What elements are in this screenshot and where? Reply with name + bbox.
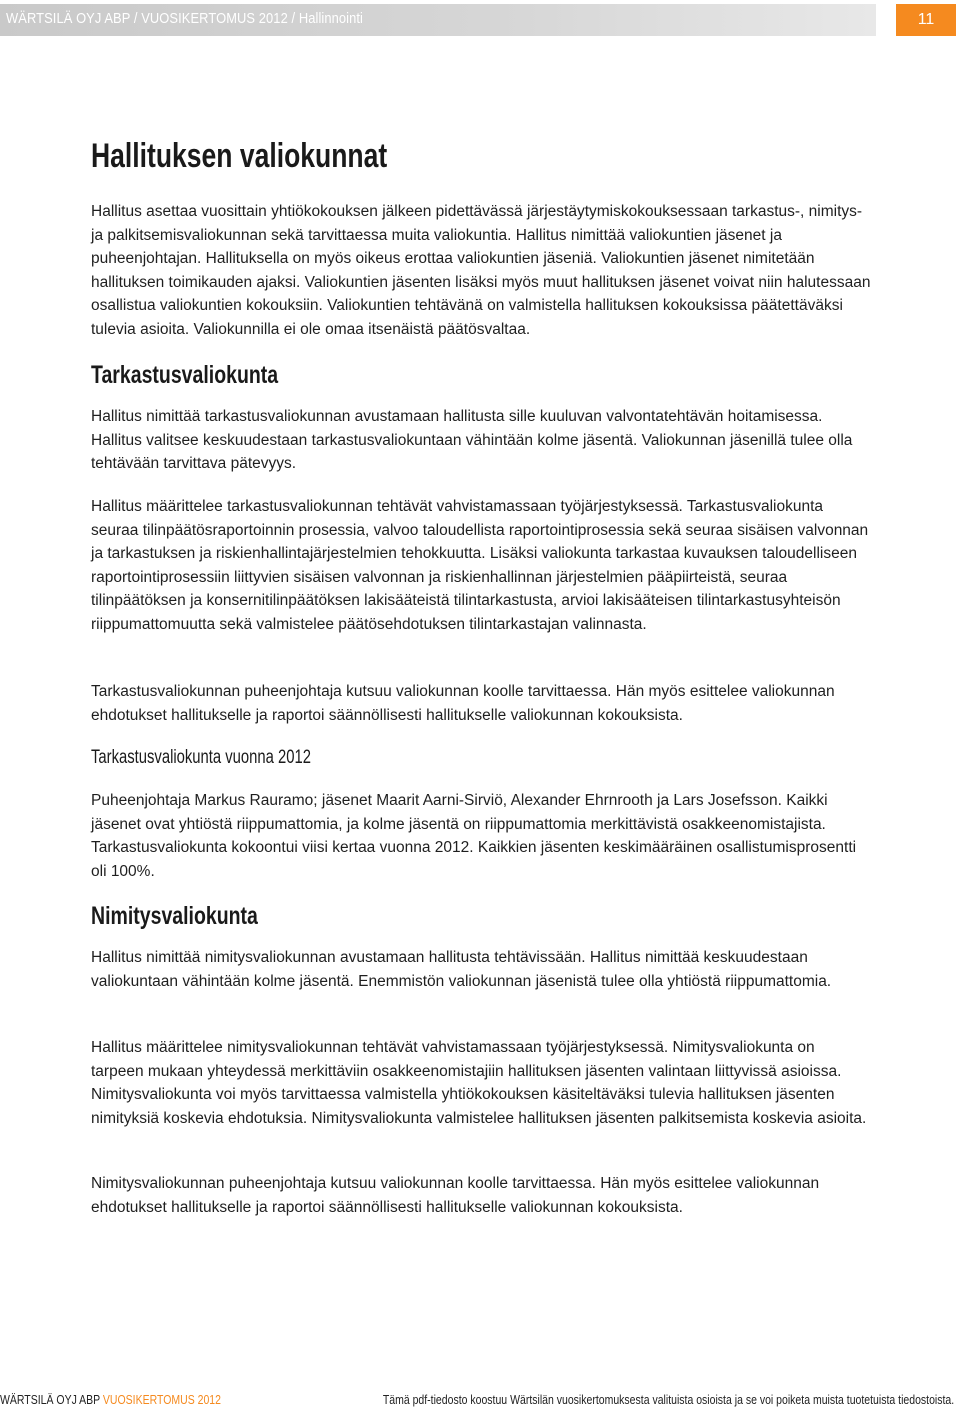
- audit-paragraph-1: Hallitus nimittää tarkastusvaliokunnan avustamaan hallitusta sille kuuluvan valvontatehtävän hoitamisessa. Hallitus valitsee keskuudestaan tarkastusvaliokuntaan vähintään kolme jäsentä. Valiokunnan jäsenillä tulee olla tehtävään tarvittava pätevyys.: [91, 408, 853, 472]
- footer-disclaimer: Tämä pdf-tiedosto koostuu Wärtsilän vuosikertomuksesta valituista osioista ja se voi poiketa muista tuotetuista tiedostoista.: [382, 1393, 954, 1407]
- footer-company: WÄRTSILÄ OYJ ABP VUOSIKERTOMUS 2012: [0, 1393, 221, 1407]
- nomination-committee-heading: Nimitysvaliokunta: [91, 902, 258, 930]
- intro-paragraph: Hallitus asettaa vuosittain yhtiökokouksen jälkeen pidettävässä järjestäytymiskokouksessaan tarkastus-, nimitys- ja palkitsemisvaliokunnan sekä tarvittaessa muita valiokuntia. Hallitus nimittää valiokuntien jäsenet ja puheenjohtajan. Hallituksella on myös oikeus erottaa valiokuntien jäseniä. Valiokuntien jäsenet nimitetään hallituksen toimikauden ajaksi. Valiokuntien jäsenten lisäksi myös muut hallituksen jäsenet voivat niin halutessaan osallistua valiokuntien kokouksiin. Valiokuntien tehtävänä on valmistella hallituksen kokouksissa päätettäväksi tulevia asioita. Valiokunnilla ei ole omaa itsenäistä päätösvaltaa.: [91, 203, 871, 338]
- nomination-paragraph-3: Nimitysvaliokunnan puheenjohtaja kutsuu valiokunnan koolle tarvittaessa. Hän myös esittelee valiokunnan ehdotukset hallitukselle ja raportoi säännöllisesti hallitukselle valiokunnan kokouksista.: [91, 1175, 820, 1216]
- audit-2012-subheading: Tarkastusvaliokunta vuonna 2012: [91, 747, 311, 768]
- header-bar: [0, 4, 876, 36]
- footer-report-name: VUOSIKERTOMUS 2012: [102, 1393, 221, 1407]
- page-number-badge: 11: [896, 4, 956, 36]
- audit-paragraph-3: Tarkastusvaliokunnan puheenjohtaja kutsuu valiokunnan koolle tarvittaessa. Hän myös esittelee valiokunnan ehdotukset hallitukselle ja raportoi säännöllisesti hallitukselle valiokunnan kokouksista.: [91, 683, 835, 724]
- audit-paragraph-4: Puheenjohtaja Markus Rauramo; jäsenet Maarit Aarni-Sirviö, Alexander Ehrnrooth ja Lars Josefsson. Kaikki jäsenet ovat yhtiöstä riippumattomia, ja kolme jäsentä on riippumattomia merkittävistä osakkeenomistajista. Tarkastusvaliokunta kokoontui viisi kertaa vuonna 2012. Kaikkien jäsenten keskimääräinen osallistumisprosentti oli 100%.: [91, 792, 857, 880]
- nomination-paragraph-1: Hallitus nimittää nimitysvaliokunnan avustamaan hallitusta tehtävissään. Hallitus nimittää keskuudestaan valiokuntaan vähintään kolme jäsentä. Enemmistön valiokunnan jäsenistä tulee olla yhtiöstä riippumattomia.: [91, 949, 832, 990]
- audit-paragraph-2: Hallitus määrittelee tarkastusvaliokunnan tehtävät vahvistamassaan työjärjestyksessä. Tarkastusvaliokunta seuraa tilinpäätösraportoinnin prosessia, valvoo taloudellista raportointiprosessia sekä seuraa sisäisen valvonnan ja tarkastuksen ja riskienhallintajärjestelmien tehokkuutta. Lisäksi valiokunta tarkastaa kuvauksen taloudelliseen raportointiprosessiin liittyvien sisäisen valvonnan ja riskienhallinnan järjestelmien pääpiirteistä, seuraa tilinpäätöksen ja konsernitilinpäätöksen lakisääteistä tilintarkastusta, arvioi lakisääteisen tilintarkastusyhteisön riippumattomuutta sekä valmistelee päätösehdotuksen tilintarkastajan valinnasta.: [91, 498, 869, 633]
- nomination-paragraph-2: Hallitus määrittelee nimitysvaliokunnan tehtävät vahvistamassaan työjärjestyksessä. Nimitysvaliokunta on tarpeen mukaan yhteydessä merkittäviin osakkeenomistajiin hallituksen jäsenten valintaan liittyvissä asioissa. Nimitysvaliokunta voi myös tarvittaessa valmistella yhtiökokouksen käsiteltäväksi tulevia hallituksen jäsenten nimityksiä koskevia ehdotuksia. Nimitysvaliokunta valmistelee hallituksen jäsenten palkitsemista koskevia asioita.: [91, 1039, 867, 1127]
- header-title: WÄRTSILÄ OYJ ABP / VUOSIKERTOMUS 2012 / Hallinnointi: [6, 10, 363, 27]
- page-title: Hallituksen valiokunnat: [91, 137, 388, 175]
- audit-committee-heading: Tarkastusvaliokunta: [91, 361, 279, 389]
